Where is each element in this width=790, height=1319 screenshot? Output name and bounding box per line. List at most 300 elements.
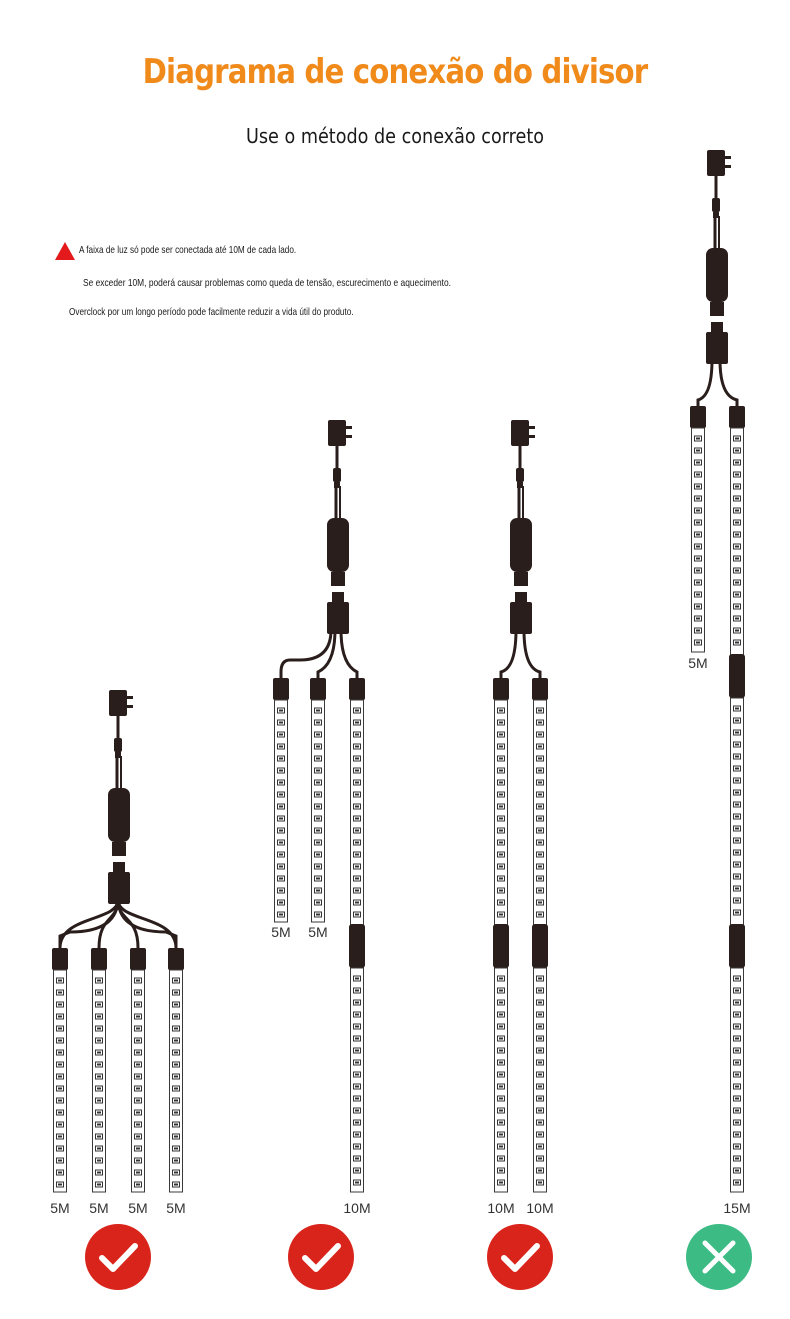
led-chip-core [279, 806, 283, 808]
led-chip-core [136, 1016, 140, 1018]
led-chip-core [58, 1148, 62, 1150]
led-chip-core [538, 866, 542, 868]
led-chip-core [279, 746, 283, 748]
led-chip-core [58, 1160, 62, 1162]
led-chip-core [696, 594, 700, 596]
led-chip-core [58, 1064, 62, 1066]
strip-joiner [729, 924, 745, 968]
page-title: Diagrama de conexão do divisor [142, 52, 648, 92]
led-chip-core [538, 902, 542, 904]
led-chip-core [316, 746, 320, 748]
led-chip-core [174, 1136, 178, 1138]
led-chip-core [316, 854, 320, 856]
led-chip-core [735, 990, 739, 992]
branch-cable [501, 630, 516, 678]
led-chip-core [316, 830, 320, 832]
led-chip-core [696, 606, 700, 608]
led-chip-core [136, 1064, 140, 1066]
branch-cable [60, 900, 118, 948]
length-label: 15M [723, 1200, 751, 1216]
branch-cable [118, 898, 176, 948]
adapter-prong [127, 705, 133, 708]
led-chip-core [355, 782, 359, 784]
led-chip-core [279, 710, 283, 712]
led-chip-core [499, 770, 503, 772]
led-chip-core [97, 1172, 101, 1174]
led-chip-core [735, 1122, 739, 1124]
led-chip-core [735, 498, 739, 500]
led-chip-core [538, 806, 542, 808]
led-chip-core [97, 1124, 101, 1126]
led-chip-core [355, 746, 359, 748]
led-chip-core [538, 854, 542, 856]
adapter-prong [725, 156, 731, 159]
branch-cable [720, 360, 737, 406]
led-chip-core [499, 854, 503, 856]
led-chip-core [174, 1016, 178, 1018]
led-chip-core [735, 582, 739, 584]
splitter-neck [711, 322, 723, 332]
led-chip-core [735, 828, 739, 830]
led-chip-core [735, 438, 739, 440]
led-chip-core [97, 1004, 101, 1006]
led-chip-core [499, 782, 503, 784]
led-chip-core [355, 806, 359, 808]
led-chip-core [136, 1052, 140, 1054]
controller-box [510, 518, 532, 572]
led-chip-core [279, 866, 283, 868]
led-chip-core [696, 546, 700, 548]
led-chip-core [355, 758, 359, 760]
dc-connector [114, 738, 122, 752]
led-chip-core [735, 570, 739, 572]
led-chip-core [538, 734, 542, 736]
config-overlength [686, 150, 752, 1290]
led-chip-core [538, 1170, 542, 1172]
strip-connector [690, 406, 706, 428]
branch-cable [118, 900, 176, 948]
led-chip-core [735, 546, 739, 548]
led-chip-core [696, 642, 700, 644]
strip-connector [729, 406, 745, 428]
led-chip-core [174, 1100, 178, 1102]
led-chip-core [499, 806, 503, 808]
led-chip-core [97, 1028, 101, 1030]
led-chip-core [538, 890, 542, 892]
led-chip-core [696, 438, 700, 440]
led-chip-core [136, 1088, 140, 1090]
config-three-way [271, 420, 370, 1290]
led-chip-core [174, 1052, 178, 1054]
led-chip-core [499, 866, 503, 868]
led-chip-core [316, 878, 320, 880]
led-chip-core [174, 1028, 178, 1030]
led-chip-core [499, 1062, 503, 1064]
led-chip-core [97, 1100, 101, 1102]
length-label: 10M [487, 1200, 515, 1216]
led-chip-core [735, 534, 739, 536]
led-chip-core [735, 1002, 739, 1004]
led-chip-core [735, 1050, 739, 1052]
led-chip-core [58, 1112, 62, 1114]
adapter-prong [529, 435, 535, 438]
splitter-body [706, 332, 728, 364]
led-chip-core [174, 1064, 178, 1066]
led-chip-core [174, 1172, 178, 1174]
led-chip-core [316, 806, 320, 808]
led-chip-core [538, 878, 542, 880]
check-badge [288, 1224, 354, 1290]
led-chip-core [97, 1040, 101, 1042]
adapter-prong [725, 165, 731, 168]
strip-connector [52, 948, 68, 970]
led-chip-core [696, 486, 700, 488]
led-chip-core [58, 1184, 62, 1186]
led-chip-core [174, 1088, 178, 1090]
led-chip-core [538, 1002, 542, 1004]
led-chip-core [355, 1110, 359, 1112]
strip-connector [493, 678, 509, 700]
led-chip-core [696, 498, 700, 500]
led-chip-core [538, 818, 542, 820]
led-chip-core [174, 992, 178, 994]
led-chip-core [538, 782, 542, 784]
strip-connector [168, 948, 184, 970]
strip-joiner [532, 924, 548, 968]
led-chip-core [696, 450, 700, 452]
led-chip-core [97, 1016, 101, 1018]
led-chip-core [538, 1050, 542, 1052]
length-label: 5M [50, 1200, 70, 1216]
power-adapter [511, 420, 529, 446]
led-chip-core [279, 794, 283, 796]
led-chip-core [355, 866, 359, 868]
led-chip-core [355, 1062, 359, 1064]
led-chip-core [279, 902, 283, 904]
led-chip-core [174, 1004, 178, 1006]
note-line-3: Overclock por um longo período pode facilmente reduzir a vida útil do produto. [69, 306, 354, 318]
strip-joiner [729, 654, 745, 698]
led-chip-core [735, 462, 739, 464]
led-chip-core [538, 914, 542, 916]
led-chip-core [696, 618, 700, 620]
splitter-neck [515, 592, 527, 602]
led-chip-core [735, 474, 739, 476]
page-subtitle: Use o método de conexão correto [245, 124, 545, 148]
led-chip-core [696, 570, 700, 572]
led-chip-core [316, 782, 320, 784]
led-chip-core [735, 744, 739, 746]
led-chip-core [735, 756, 739, 758]
led-chip-core [174, 1076, 178, 1078]
led-chip-core [538, 1158, 542, 1160]
power-adapter [109, 690, 127, 716]
led-chip-core [499, 1050, 503, 1052]
led-chip-core [735, 1182, 739, 1184]
strip-connector [130, 948, 146, 970]
led-chip-core [735, 1110, 739, 1112]
led-chip-core [538, 1038, 542, 1040]
led-chip-core [735, 732, 739, 734]
led-chip-core [316, 734, 320, 736]
led-chip-core [58, 1136, 62, 1138]
led-chip-core [97, 1052, 101, 1054]
controller-box [706, 248, 728, 302]
length-label: 5M [308, 924, 328, 940]
branch-cable [524, 630, 540, 678]
adapter-prong [529, 426, 535, 429]
dc-connector [516, 468, 524, 482]
led-chip-core [355, 1050, 359, 1052]
led-chip-core [58, 1076, 62, 1078]
led-chip-core [499, 1158, 503, 1160]
led-chip-core [735, 1026, 739, 1028]
led-chip-core [499, 1170, 503, 1172]
led-chip-core [735, 1086, 739, 1088]
led-chip-core [696, 462, 700, 464]
led-chip-core [58, 1172, 62, 1174]
note-line-1: A faixa de luz só pode ser conectada até 10M de cada lado. [79, 244, 297, 256]
led-chip-core [355, 1002, 359, 1004]
led-chip-core [355, 914, 359, 916]
led-chip-core [174, 1112, 178, 1114]
led-chip-core [136, 1172, 140, 1174]
led-chip-core [174, 1160, 178, 1162]
length-label: 5M [688, 655, 708, 671]
led-chip-core [316, 902, 320, 904]
led-chip-core [538, 842, 542, 844]
strip-joiner [493, 924, 509, 968]
led-chip-core [355, 734, 359, 736]
led-chip-core [97, 1064, 101, 1066]
led-chip-core [355, 878, 359, 880]
led-chip-core [355, 1074, 359, 1076]
led-chip-core [735, 522, 739, 524]
led-chip-core [316, 914, 320, 916]
led-chip-core [499, 978, 503, 980]
led-chip-core [355, 770, 359, 772]
led-chip-core [97, 1088, 101, 1090]
led-chip-core [499, 1002, 503, 1004]
config-four-way [50, 690, 185, 1290]
led-chip-core [136, 1076, 140, 1078]
led-chip-core [355, 1038, 359, 1040]
led-chip-core [174, 1184, 178, 1186]
led-chip-core [174, 1124, 178, 1126]
strip-connector [532, 678, 548, 700]
led-chip-core [538, 1134, 542, 1136]
led-chip-core [355, 1014, 359, 1016]
led-chip-core [355, 902, 359, 904]
led-chip-core [735, 780, 739, 782]
led-chip-core [538, 758, 542, 760]
check-badge [85, 1224, 151, 1290]
led-chip-core [279, 842, 283, 844]
led-chip-core [316, 866, 320, 868]
led-chip-core [538, 746, 542, 748]
led-chip-core [136, 1112, 140, 1114]
led-chip-core [316, 794, 320, 796]
led-chip-core [136, 1160, 140, 1162]
adapter-prong [346, 426, 352, 429]
led-chip-core [136, 992, 140, 994]
led-chip-core [499, 1134, 503, 1136]
led-chip-core [174, 1040, 178, 1042]
led-chip-core [499, 758, 503, 760]
length-label: 5M [89, 1200, 109, 1216]
led-chip-core [97, 992, 101, 994]
dc-connector [712, 198, 720, 212]
led-chip-core [316, 818, 320, 820]
led-chip-core [735, 816, 739, 818]
led-chip-core [538, 990, 542, 992]
led-chip-core [499, 1074, 503, 1076]
controller-plug [710, 302, 724, 316]
led-chip-core [538, 722, 542, 724]
led-chip-core [735, 888, 739, 890]
strip-connector [349, 678, 365, 700]
led-chip-core [97, 1136, 101, 1138]
led-chip-core [735, 1038, 739, 1040]
led-chip-core [355, 794, 359, 796]
led-chip-core [735, 630, 739, 632]
led-chip-core [735, 606, 739, 608]
led-chip-core [58, 1100, 62, 1102]
led-chip-core [136, 1028, 140, 1030]
led-chip-core [735, 1134, 739, 1136]
controller-plug [112, 842, 126, 856]
led-chip-core [735, 864, 739, 866]
led-chip-core [355, 1134, 359, 1136]
led-chip-core [355, 990, 359, 992]
led-chip-core [97, 1112, 101, 1114]
led-chip-core [136, 1124, 140, 1126]
led-chip-core [499, 818, 503, 820]
led-chip-core [499, 1110, 503, 1112]
led-chip-core [58, 1004, 62, 1006]
led-chip-core [735, 978, 739, 980]
led-chip-core [355, 842, 359, 844]
led-chip-core [355, 722, 359, 724]
led-chip-core [279, 830, 283, 832]
strip-connector [310, 678, 326, 700]
led-chip-core [355, 710, 359, 712]
led-chip-core [355, 818, 359, 820]
led-chip-core [735, 1170, 739, 1172]
led-chip-core [735, 792, 739, 794]
led-chip-core [696, 558, 700, 560]
led-chip-core [538, 830, 542, 832]
led-chip-core [136, 1136, 140, 1138]
led-chip-core [58, 1028, 62, 1030]
led-chip-core [58, 1040, 62, 1042]
splitter-neck [332, 592, 344, 602]
led-chip-core [499, 1086, 503, 1088]
length-label: 5M [128, 1200, 148, 1216]
led-chip-core [538, 1110, 542, 1112]
led-chip-core [279, 878, 283, 880]
led-chip-core [136, 1040, 140, 1042]
led-chip-core [58, 980, 62, 982]
led-chip-core [538, 1122, 542, 1124]
led-chip-core [538, 1146, 542, 1148]
led-chip-core [316, 890, 320, 892]
led-chip-core [499, 878, 503, 880]
led-chip-core [355, 1170, 359, 1172]
led-chip-core [735, 510, 739, 512]
led-chip-core [735, 1074, 739, 1076]
led-chip-core [355, 1158, 359, 1160]
led-chip-core [499, 1182, 503, 1184]
led-chip-core [279, 854, 283, 856]
led-chip-core [58, 1124, 62, 1126]
led-chip-core [499, 794, 503, 796]
led-chip-core [735, 852, 739, 854]
note-line-2: Se exceder 10M, poderá causar problemas como queda de tensão, escurecimento e aquecimento. [83, 277, 451, 289]
led-chip-core [499, 1014, 503, 1016]
led-chip-core [316, 842, 320, 844]
led-chip-core [316, 758, 320, 760]
led-chip-core [538, 1026, 542, 1028]
led-chip-core [696, 630, 700, 632]
led-chip-core [499, 1146, 503, 1148]
led-chip-core [538, 1182, 542, 1184]
led-chip-core [696, 582, 700, 584]
led-chip-core [696, 510, 700, 512]
led-chip-core [499, 722, 503, 724]
led-chip-core [696, 474, 700, 476]
led-chip-core [279, 734, 283, 736]
led-chip-core [538, 1098, 542, 1100]
led-chip-core [136, 980, 140, 982]
led-chip-core [499, 746, 503, 748]
led-chip-core [735, 1062, 739, 1064]
led-chip-core [355, 1086, 359, 1088]
led-chip-core [97, 1148, 101, 1150]
led-chip-core [735, 720, 739, 722]
led-chip-core [735, 642, 739, 644]
led-chip-core [538, 1086, 542, 1088]
led-chip-core [136, 1004, 140, 1006]
led-chip-core [97, 1076, 101, 1078]
branch-cable [281, 630, 331, 678]
led-chip-core [97, 980, 101, 982]
led-chip-core [174, 1148, 178, 1150]
led-chip-core [735, 1146, 739, 1148]
led-chip-core [316, 722, 320, 724]
led-chip-core [538, 1014, 542, 1016]
led-chip-core [499, 710, 503, 712]
controller-plug [514, 572, 528, 586]
led-chip-core [538, 1062, 542, 1064]
led-chip-core [499, 1026, 503, 1028]
led-chip-core [499, 990, 503, 992]
led-chip-core [355, 854, 359, 856]
led-chip-core [279, 758, 283, 760]
power-adapter [328, 420, 346, 446]
led-chip-core [735, 486, 739, 488]
led-chip-core [58, 1088, 62, 1090]
dc-connector [333, 468, 341, 482]
led-chip-core [316, 710, 320, 712]
led-chip-core [735, 900, 739, 902]
led-chip-core [97, 1184, 101, 1186]
controller-plug [331, 572, 345, 586]
led-chip-core [696, 522, 700, 524]
led-chip-core [538, 978, 542, 980]
led-chip-core [355, 1182, 359, 1184]
led-chip-core [735, 1158, 739, 1160]
